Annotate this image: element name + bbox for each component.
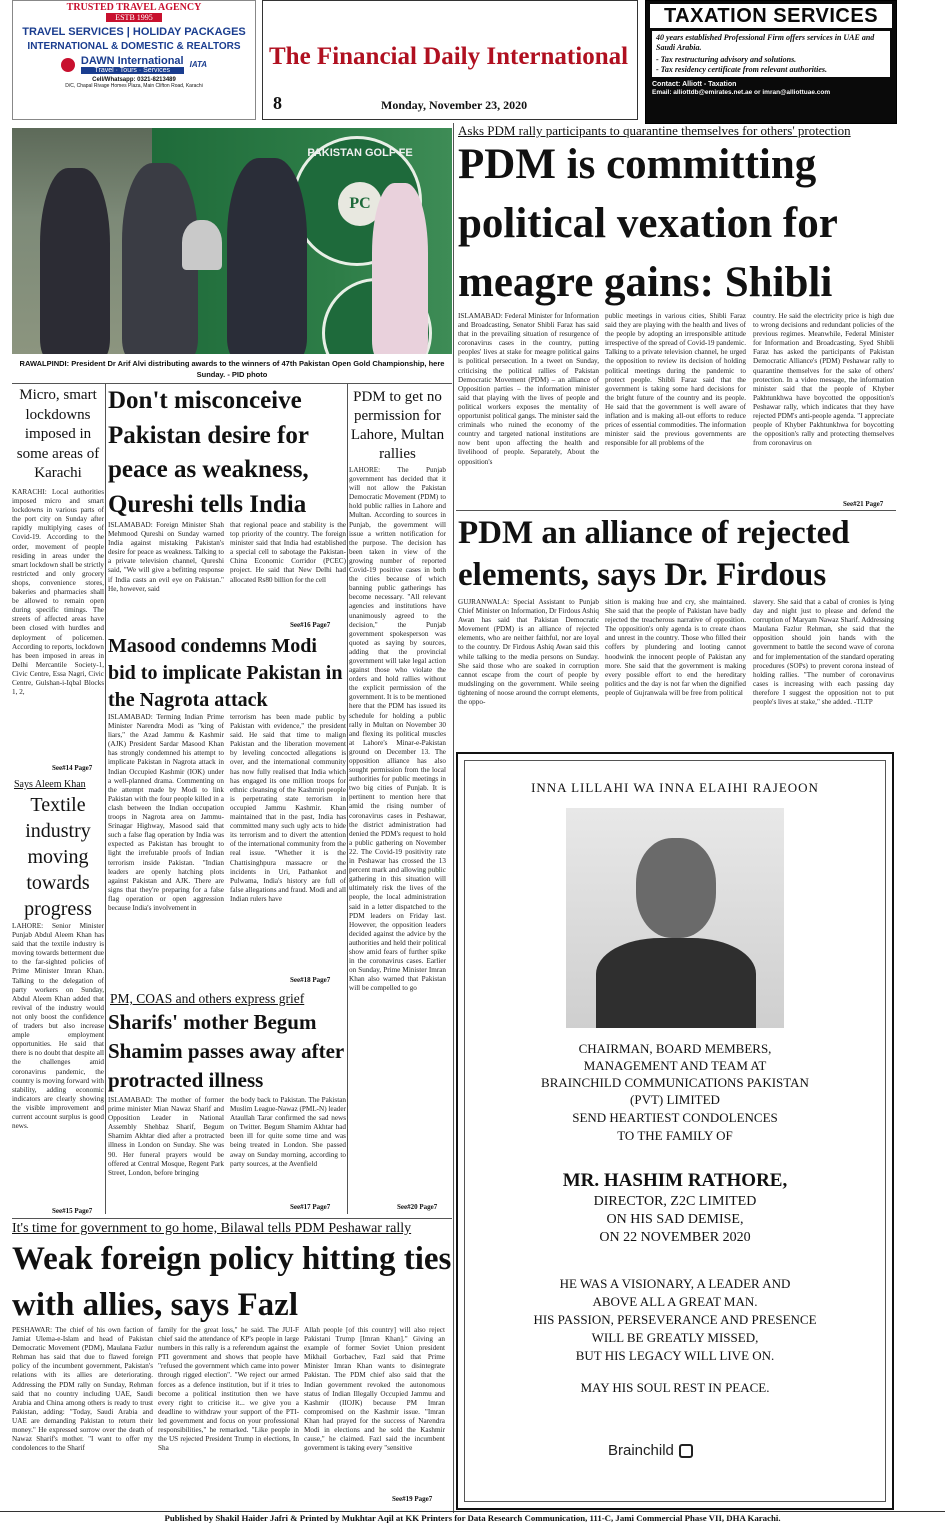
brainchild-brand: Brainchild <box>608 1442 674 1459</box>
divider-mid <box>347 384 348 1214</box>
divider-h1 <box>12 383 452 384</box>
qureshi-col1: ISLAMABAD: Foreign Minister Shah Mehmood Qureshi on Sunday warned India against mistaking Pakistan's desire for peace as weakness. Talking to a private television channel, Qureshi said, "We will give a befitting response if India casts an evil eye on Pakistan." He, however, said <box>108 521 224 593</box>
condolence-tribute3: HIS PASSION, PERSEVERANCE AND PRESENCE <box>533 1312 817 1327</box>
travel-ad-line3: TRAVEL SERVICES | HOLIDAY PACKAGES <box>22 26 246 38</box>
globe-icon <box>61 58 75 72</box>
iata-logo: IATA <box>189 60 208 69</box>
nagrota-headline: Masood condemns Modi bid to implicate Pakistan in the Nagrota attack <box>108 635 343 711</box>
firdous-col2: sition is making hue and cry, she maintained. She said that the people of Pakistan have badly rejected the treacherous narrative of opposition. The opposition's only agenda is to create chaos and unrest in the country. Those who filled their coffers by plundering and looting cannot hoodwink the innocent people of Pakistan any more. She said that the government is making every possible effort to end the hereditary politics and the day is not far when the dignified people of Gujranwala will be free from political <box>605 598 746 697</box>
karachi-body: KARACHI: Local authorities imposed micro and smart lockdowns in various parts of the port city on Sunday after rapidly multiplying cases of Covid-19. According to the order, movement of people residing in areas under the smart lockdown shall be strictly restricted and only grocery shops, convenience stores, bakeries and pharmacies shall be allowed to remain open during specific timings. The streets of affected areas have been closed with hurdles and deployment of policemen. According to reports, lockdown has been imposed in areas in Delhi Mercantile Society-1, Civic Centre, Essa Nagri, Civic Centre, Gulshan-i-Iqbal Blocks 1, 2, <box>12 488 104 697</box>
condolence-from5: SEND HEARTIEST CONDOLENCES <box>572 1110 778 1125</box>
condolence-top: INNA LILLAHI WA INNA ELAIHI RAJEOON <box>531 780 819 795</box>
fazl-col1: PESHAWAR: The chief of his own faction of Jamiat Ulema-e-Islam and head of Pakistan Democratic Movement (PDM), Maulana Fazlur Rehman has said that due to flawed foreign policy of the incumbent government, Pakistan's relations with its allies are deteriorating. Addressing the PDM rally on Sunday, Rehman said that no country including UAE, Saudi Arabia and China among others is ready to trust Pakistan, adding: "Today, Saudi Arabia and UAE are demanding Pakistan to return their money." He expressed sorrow over the death of Nawaz Sharif's mother. "I want to offer my condolences to the Sharif <box>12 1326 153 1453</box>
travel-ad-tagline: Travel · Tours · Services <box>81 67 184 74</box>
nagrota-col2: terrorism has been made public by Pakistan with evidence," the president said. He said that time to malign Pakistan and the liberation movement by leveling concocted allegations is over, and the international community has now fully realised that India which has engaged its one million troops for ethnic cleansing of the Kashmiri people is perpetrating state terrorism in occupied Jammu Kashmir. Khan maintained that in the past, India has committed many such ugly acts to hide its terrorism and to divert the attention of the international community from the real issue. "Whether it is the Chattisinghpura massacre or the incidents in Uri, Pathankot and Pulwama, India's history are full of false allegations and fraud. Modi and all Indian rulers have <box>230 713 346 903</box>
condolence-name: MR. HASHIM RATHORE, <box>562 1170 788 1191</box>
travel-ad-line2: ESTB 1995 <box>106 13 162 22</box>
begum-col1: ISLAMABAD: The mother of former prime minister Mian Nawaz Sharif and Opposition Leader in National Assembly Shehbaz Sharif, Begum Shamim Akhtar died after a protracted illness in London on Sunday. She was 90. Her funeral prayers would be offered at Central Mosque, Regent Park Street, London, before bringing <box>108 1096 224 1177</box>
condolence-rest: MAY HIS SOUL REST IN PEACE. <box>580 1380 770 1395</box>
qureshi-col2: that regional peace and stability is the top priority of the country. The foreign minister said that India had established a special cell to sabotage the Pakistan-China Economic Corridor (PCEC) project. He said that New Delhi had allocated Rs80 billion for the cell <box>230 521 346 584</box>
tax-ad-contact: Contact: Alliott - Taxation <box>652 81 737 88</box>
fazl-col3: Allah people [of this country] will also reject Pakistani Trump [Imran Khan]." Giving an example of former Soviet Union president Mikhail Gorbachev, Fazl said that Prime Minister Imran Khan wants to disintegrate Pakistan. The PDM chief also said that the Indian government revoked the autonomous status of Indian Illegally Occupied Jammu and Kashmir (IIOJK) because PM Imran compromised on the Kashmir issue. "Imran Khan had prayed for the success of Narendra Modi in elections and he sold the Kashmir cause," he claimed. Fazl said the incumbent government is taking every "sensitive <box>304 1326 445 1453</box>
begum-see: See#17 Page7 <box>290 1203 331 1211</box>
masthead <box>262 0 638 120</box>
travel-ad <box>12 0 256 120</box>
condolence-title: DIRECTOR, Z2C LIMITED <box>593 1194 757 1209</box>
travel-ad-brand: DAWN International <box>80 55 184 67</box>
person-4 <box>372 183 428 354</box>
divider-h3 <box>456 510 896 511</box>
shibli-col3: country. He said the electricity price is high due to wrong decisions and redundant policies of the previous regimes. Meanwhile, Federal Minister for Information and Broadcasting, Syed Shibli Faraz has asked the participants of Pakistan Democratic Alliance's (PDM) Peshawar rally to quarantine themselves for the sake of others' protection. In a video message, the information minister said that the people of Khyber Pakhtunkhwa have boycotted the opposition's Peshawar rally, which indicates that they have rejected PDM's anti-people agenda. "I appreciate people of Khyber Pakhtunkhwa for boycotting the opposition's rally and protecting themselves from coronavirus on <box>753 312 894 448</box>
textile-see: See#15 Page7 <box>52 1207 93 1215</box>
condolence-from1: CHAIRMAN, BOARD MEMBERS, <box>578 1041 772 1056</box>
tax-ad-line1: 40 years established Professional Firm offers services in UAE and Saudi Arabia. <box>652 31 890 55</box>
condolence-from3: BRAINCHILD COMMUNICATIONS PAKISTAN <box>541 1075 809 1090</box>
portrait-head <box>636 838 716 938</box>
fazl-headline: Weak foreign policy hitting ties with allies, says Fazl <box>12 1241 452 1323</box>
lahore-headline: PDM to get no permission for Lahore, Multan rallies <box>350 389 445 462</box>
begum-headline: Sharifs' mother Begum Shamim passes away after protracted illness <box>108 1010 344 1092</box>
tax-ad-line2: - Tax restructuring advisory and solutions. <box>652 55 890 65</box>
crest-center: PC <box>338 182 382 226</box>
portrait-body <box>596 938 756 1028</box>
crest-text: PAKISTAN GOLF FE <box>307 147 413 159</box>
brainchild-logo <box>608 1442 693 1459</box>
fazl-col2: family for the great loss," he said. The JUI-F chief said the attendance of KP's people in large numbers in this rally is a referendum against the PTI government and shows that people have "refused the government which came into power through rigged election". "We reject our armed forces as a defence institution, but if it tries to become a political institution then we have every right to criticise it... we give you a deadline to withdraw your support of the PTI-led government and focus on your professional responsibilities," he remarked. "Like people in the US rejected President Trump in elections, In Sha <box>158 1326 299 1453</box>
firdous-col3: slavery. She said that a cabal of cronies is lying day and night just to please and defend the corruption of Maryam Nawaz Sharif. Addressing Maulana Fazlur Rehman, she said that the opposition should join hands with the government to battle the second wave of corona and for implementation of the standard operating procedures (SOPs) to prevent corona instead of holding rallies. "The number of coronavirus cases is increasing with each passing day therefore I suggest the opposition not to put people's lives at stake," she added. -TLTP <box>753 598 894 707</box>
lahore-see: See#20 Page7 <box>397 1203 438 1211</box>
nagrota-see: See#18 Page7 <box>290 976 331 984</box>
person-1 <box>40 168 110 354</box>
shibli-see: See#21 Page7 <box>843 500 884 508</box>
photo-caption: RAWALPINDI: President Dr Arif Alvi distributing awards to the winners of 47th Pakistan Open Gold Championship, here Sunday. - PID photo <box>19 359 445 379</box>
textile-kicker: Says Aleem Khan <box>14 779 86 790</box>
condolence-from2: MANAGEMENT AND TEAM AT <box>583 1058 767 1073</box>
shibli-col1: ISLAMABAD: Federal Minister for Information and Broadcasting, Senator Shibli Faraz has said that in the prevailing situation of resurgence of coronavirus cases in the country, putting peoples' lives at stake for meagre political gains is political persecution. In a tweet on Sunday, criticising the political rallies of Pakistan Democratic Movement (PDM) – an alliance of Opposition parties – the information minister said that playing with the lives of people and political workers exposes the mentality of opportunist political gangs. The minister said the criminals who ruined the economy of the country and targeted national institutions are now bent upon affecting the health and livelihood of people. Separately, About the opposition's <box>458 312 599 466</box>
qureshi-see: See#16 Page7 <box>290 621 331 629</box>
tax-ad-email: Email: alliottdb@emirates.net.ae or imran@alliottuae.com <box>652 89 831 96</box>
footer-imprint: Published by Shakil Haider Jafri & Printed by Mukhtar Aqil at KK Printers for Data Research Communication, 111-C, Jami Commercial Phase VII, DHA Karachi. <box>0 1511 945 1523</box>
page-number: 8 <box>273 93 282 113</box>
shibli-headline: PDM is committing political vexation for meagre gains: Shibli <box>458 141 838 306</box>
masthead-title: The Financial Daily International <box>269 43 629 70</box>
karachi-see: See#14 Page7 <box>52 764 93 772</box>
qureshi-headline: Don't misconceive Pakistan desire for peace as weakness, Qureshi tells India <box>108 387 309 518</box>
firdous-col1: GUJRANWALA: Special Assistant to Punjab Chief Minister on Information, Dr Firdous Ashiq Awan has said that Pakistan Democratic Movement (PDM) is an alliance of rejected elements, who are neither faithful, nor are loyal to the country. Dr Firdous Ashiq Awan said this while talking to the media persons on Sunday. She said those who are soaked in corruption cannot escape from the court of people by mudslinging on the government. While seeing tightening of noose around the corrupt elements, the oppo- <box>458 598 599 707</box>
brainchild-mark-icon <box>679 1444 693 1458</box>
shibli-kicker: Asks PDM rally participants to quarantine themselves for others' protection <box>458 123 851 138</box>
condolence-demise: ON HIS SAD DEMISE, <box>606 1212 744 1227</box>
travel-ad-line1: TRUSTED TRAVEL AGENCY <box>66 2 202 13</box>
textile-body: LAHORE: Senior Minister Punjab Abdul Aleem Khan has said that the textile industry is moving towards betterment due to the far-sighted policies of Prime Minister Imran Khan. Talking to the delegation of party workers on Sunday, Abdul Aleem Khan added that revival of the industry would not only boost the confidence of traders but also increase ample employment opportunities. He said that there is no doubt that despite all the challenges amid coronavirus pandemic, the country is moving forward with stability, adding economic indicators are clearly showing the visible improvement and current account surplus is good news. <box>12 922 104 1131</box>
travel-ad-address: D/C, Chapal Rivage Homes Plaza, Main Clifton Road, Karachi <box>65 83 203 89</box>
fazl-see: See#19 Page7 <box>392 1495 433 1503</box>
condolence-tribute5: BUT HIS LEGACY WILL LIVE ON. <box>575 1348 775 1363</box>
issue-date: Monday, November 23, 2020 <box>381 98 528 112</box>
fazl-kicker: It's time for government to go home, Bilawal tells PDM Peshawar rally <box>12 1221 412 1236</box>
condolence-tribute2: ABOVE ALL A GREAT MAN. <box>592 1294 758 1309</box>
tax-ad-title: TAXATION SERVICES <box>650 4 892 28</box>
condolence-from6: TO THE FAMILY OF <box>617 1128 733 1143</box>
textile-headline: Textile industry moving towards progress <box>24 794 92 920</box>
condolence-tribute1: HE WAS A VISIONARY, A LEADER AND <box>559 1276 791 1291</box>
begum-kicker: PM, COAS and others express grief <box>110 991 305 1006</box>
tax-ad <box>645 0 897 124</box>
begum-col2: the body back to Pakistan. The Pakistan Muslim League-Nawaz (PML-N) leader Ataullah Tarar confirmed the sad news on Twitter. Begum Shamim Akhtar had been ill for quite some time and was being treated in London. She passed away on Sunday morning, according to party sources, at the Avenfield <box>230 1096 346 1168</box>
shibli-col2: public meetings in various cities, Shibli Faraz said they are playing with the health and lives of the people by adopting an irresponsible attitude irrespective of the spread of Covid-19 pandemic. Talking to a private television channel, he urged the opposition to review its decision of holding political meetings during the pandemic to protect people. Shibli Faraz said that the government is taking some hard decisions for the bright future of the country and its people. He said that the government is well aware of inflation and is making all-out efforts to reduce prices of essential commodities. The information minister said the previous governments are responsible for all problems of the <box>605 312 746 448</box>
condolence-tribute4: WILL BE GREATLY MISSED, <box>591 1330 759 1345</box>
travel-ad-line4: INTERNATIONAL & DOMESTIC & REALTORS <box>27 41 241 52</box>
divider-h2 <box>12 1218 452 1219</box>
firdous-headline: PDM an alliance of rejected elements, says Dr. Firdous <box>458 515 850 593</box>
tax-ad-line3: - Tax residency certificate from relevant authorities. <box>652 65 890 77</box>
karachi-headline: Micro, smart lockdowns imposed in some areas of Karachi <box>16 387 100 481</box>
lahore-body: LAHORE: The Punjab government has decided that it will not allow the Pakistan Democratic Movement (PDM) to hold public rallies in Lahore and Multan. According to sources in Punjab, the government will issue a written notification for the purpose. The decision has been taken in view of the growing number of reported Covid-19 positive cases in both the cities because of which banning public gatherings has become necessary. "All relevant agencies and institutions have unanimously agreed to the decision," the Punjab government spokesperson was quoted as saying by sources, adding that the provincial government will take legal action against those who violate the orders and hold rallies without the explicit permission of the government. It is to be mentioned here that the PDM has issued its schedule for holding a public rally in Multan on November 30 and flexing its political muscles at Lahore's Minar-e-Pakistan ground on December 13. The opposition alliance has also sought permission from the local authorities for public meetings in two big cities of Punjab. It is pertinent to mention here that amid the rising number of coronavirus cases in Peshawar, the district administration had denied the PDM's request to hold a public gathering on November 22. The Covid-19 positivity rate in Peshawar has crossed the 13 percent mark and allowing public gathering in this situation will ultimately risk the lives of the people, the local administration said in a letter dispatched to the PDM leaders on Friday last. However, the opposition leaders decided against the advice by the authorities and held their political show amid fears of further spike in the coronavirus cases. Earlier on Sunday, Prime Minister Imran Khan also warned that Pakistan will be compelled to go <box>349 466 446 993</box>
portrait-photo <box>566 808 784 1028</box>
condolence-date: ON 22 NOVEMBER 2020 <box>599 1230 751 1245</box>
award-photo <box>12 128 452 354</box>
condolence-ad <box>456 752 894 1510</box>
divider-main <box>453 123 454 1513</box>
condolence-from4: (PVT) LIMITED <box>630 1092 720 1107</box>
divider-left <box>105 384 106 1214</box>
person-3 <box>227 158 307 354</box>
trophy <box>182 220 222 270</box>
travel-ad-contact: Cell/Whatsapp: 0321-8213489 <box>92 77 176 83</box>
nagrota-col1: ISLAMABAD: Terming Indian Prime Minister Narendra Modi as "king of liars," the Azad Jammu & Kashmir (AJK) President Sardar Masood Khan has strongly condemned his attempt to implicate Pakistan in Nagrota attack in Indian Occupied Kashmir (IOK) under a well-planned drama. Commenting on the attempt made by Modi to link Pakistan with the four people killed in a clash between the Indian occupation troops in Nagrota area on Jammu-Srinagar Highway, Masood said that such a false flag operation by India was expected as Pakistan has brought to light the irrefutable proofs of Indian terrorism inside Pakistan. "Indian leaders are openly hatching plots against Pakistan and AJK. There are signs that they're preparing for a false flag operation or open aggression because India's involvement in <box>108 713 224 912</box>
